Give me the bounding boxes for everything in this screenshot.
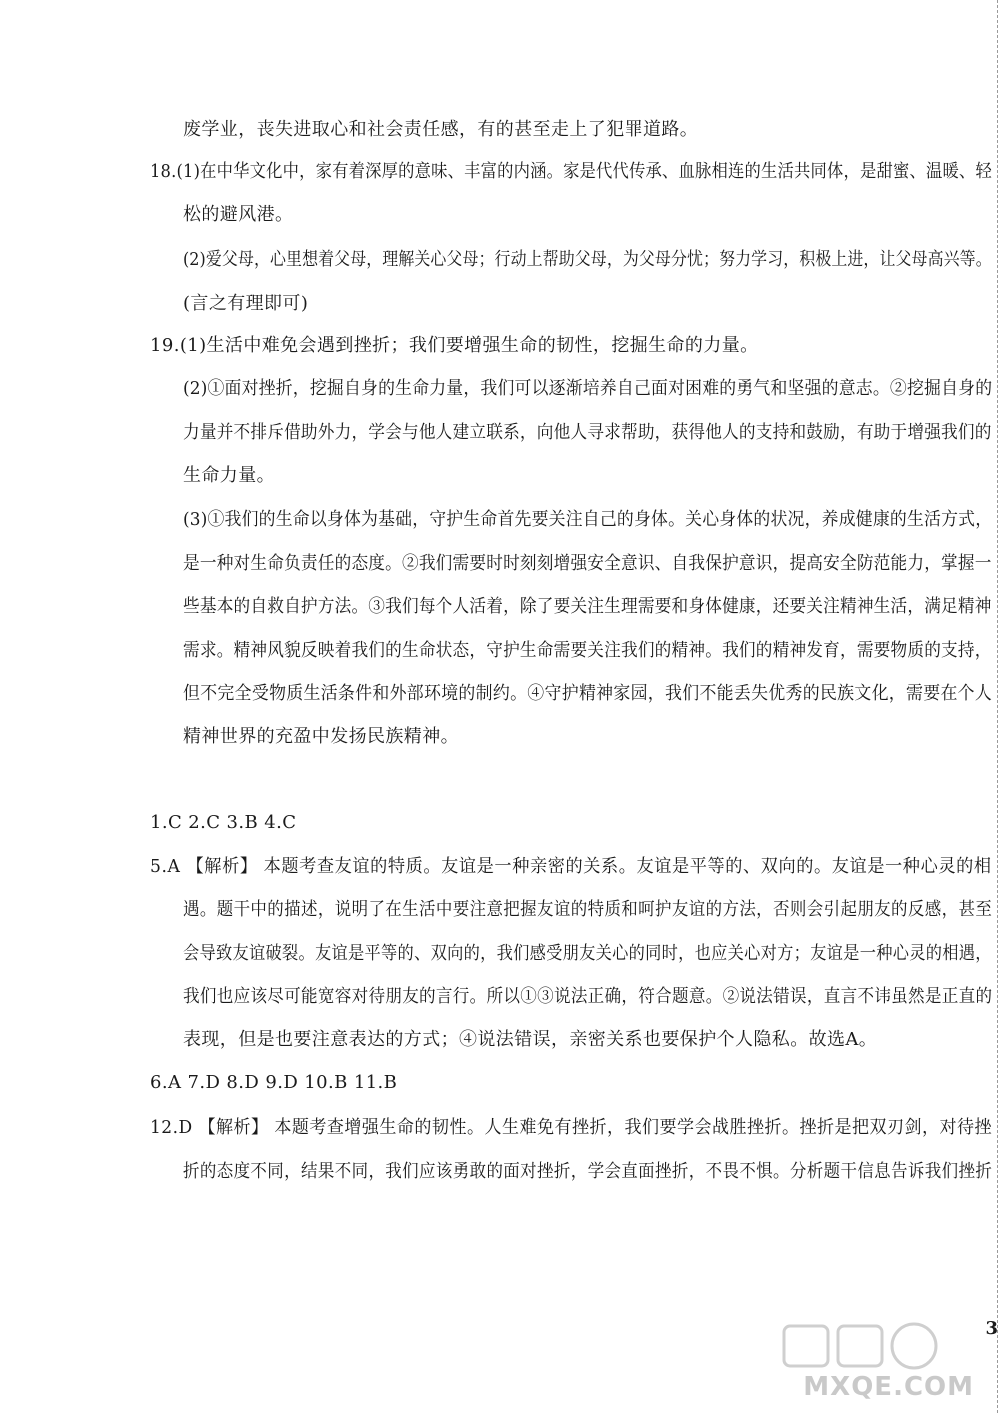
text-line: 折的态度不同，结果不同，我们应该勇敢的面对挫折，学会直面挫折，不畏不惧。分析题干信息告诉我们挫折 (183, 1161, 993, 1182)
text-line: 废学业，丧失进取心和社会责任感，有的甚至走上了犯罪道路。 (183, 119, 699, 140)
text-line: 些基本的自救自护方法。③我们每个人活着，除了要关注生理需要和身体健康，还要关注精神生活，满足精神 (183, 596, 992, 617)
text-line: 遇。题干中的描述，说明了在生活中要注意把握友谊的特质和呵护友谊的方法，否则会引起朋友的反感，甚至 (183, 899, 993, 920)
answer-row: 6.A 7.D 8.D 9.D 10.B 11.B (150, 1072, 398, 1093)
text-line: 但不完全受物质生活条件和外部环境的制约。④守护精神家园，我们不能丢失优秀的民族文化，需要在个人 (183, 683, 993, 704)
text-line: 会导致友谊破裂。友谊是平等的、双向的，我们感受朋友关心的同时，也应关心对方；友谊是一种心灵的相遇， (183, 943, 992, 964)
q5-analysis-line: 5.A 【解析】 本题考查友谊的特质。友谊是一种亲密的关系。友谊是平等的、双向的。友谊是一种心灵的相 (150, 856, 992, 877)
watermark-text: MXQE.COM (803, 1372, 974, 1402)
text-line: 是一种对生命负责任的态度。②我们需要时时刻刻增强安全意识、自我保护意识，提高安全防范能力，掌握一 (183, 553, 992, 574)
text-line: 松的避风港。 (183, 204, 294, 225)
text-line: 精神世界的充盈中发扬民族精神。 (183, 726, 459, 747)
text-line: 需求。精神风貌反映着我们的生命状态，守护生命需要关注我们的精神。我们的精神发育，需要物质的支持， (183, 640, 992, 661)
q12-analysis-line: 12.D 【解析】 本题考查增强生命的韧性。人生难免有挫折，我们要学会战胜挫折。挫折是把双刃剑，对待挫 (150, 1117, 993, 1138)
page-edge-dashed-line (997, 0, 998, 1413)
text-line: 力量并不排斥借助外力，学会与他人建立联系，向他人寻求帮助，获得他人的支持和鼓励，有助于增强我们的 (183, 422, 992, 443)
q19-part1-line: 19.(1)生活中难免会遇到挫折；我们要增强生命的韧性，挖掘生命的力量。 (150, 335, 759, 356)
text-line: 生命力量。 (183, 465, 275, 486)
q19-part3-line: (3)①我们的生命以身体为基础，守护生命首先要关注自己的身体。关心身体的状况，养成健康的生活方式， (183, 509, 993, 530)
text-line: (言之有理即可) (183, 293, 309, 314)
q18-part1-line: 18.(1)在中华文化中，家有着深厚的意味、丰富的内涵。家是代代传承、血脉相连的生活共同体，是甜蜜、温暖、轻 (150, 161, 992, 182)
text-line: 表现，但是也要注意表达的方式；④说法错误，亲密关系也要保护个人隐私。故选A。 (183, 1029, 878, 1050)
text-line: 我们也应该尽可能宽容对待朋友的言行。所以①③说法正确，符合题意。②说法错误，直言不讳虽然是正直的 (183, 986, 993, 1007)
answer-row: 1.C 2.C 3.B 4.C (150, 812, 297, 833)
page-number: 3 (985, 1318, 998, 1339)
q19-part2-line: (2)①面对挫折，挖掘自身的生命力量，我们可以逐渐培养自己面对困难的勇气和坚强的意志。②挖掘自身的 (183, 378, 993, 399)
q18-part2-line: (2)爱父母，心里想着父母，理解关心父母；行动上帮助父母，为父母分忧；努力学习，积极上进，让父母高兴等。 (183, 249, 992, 270)
